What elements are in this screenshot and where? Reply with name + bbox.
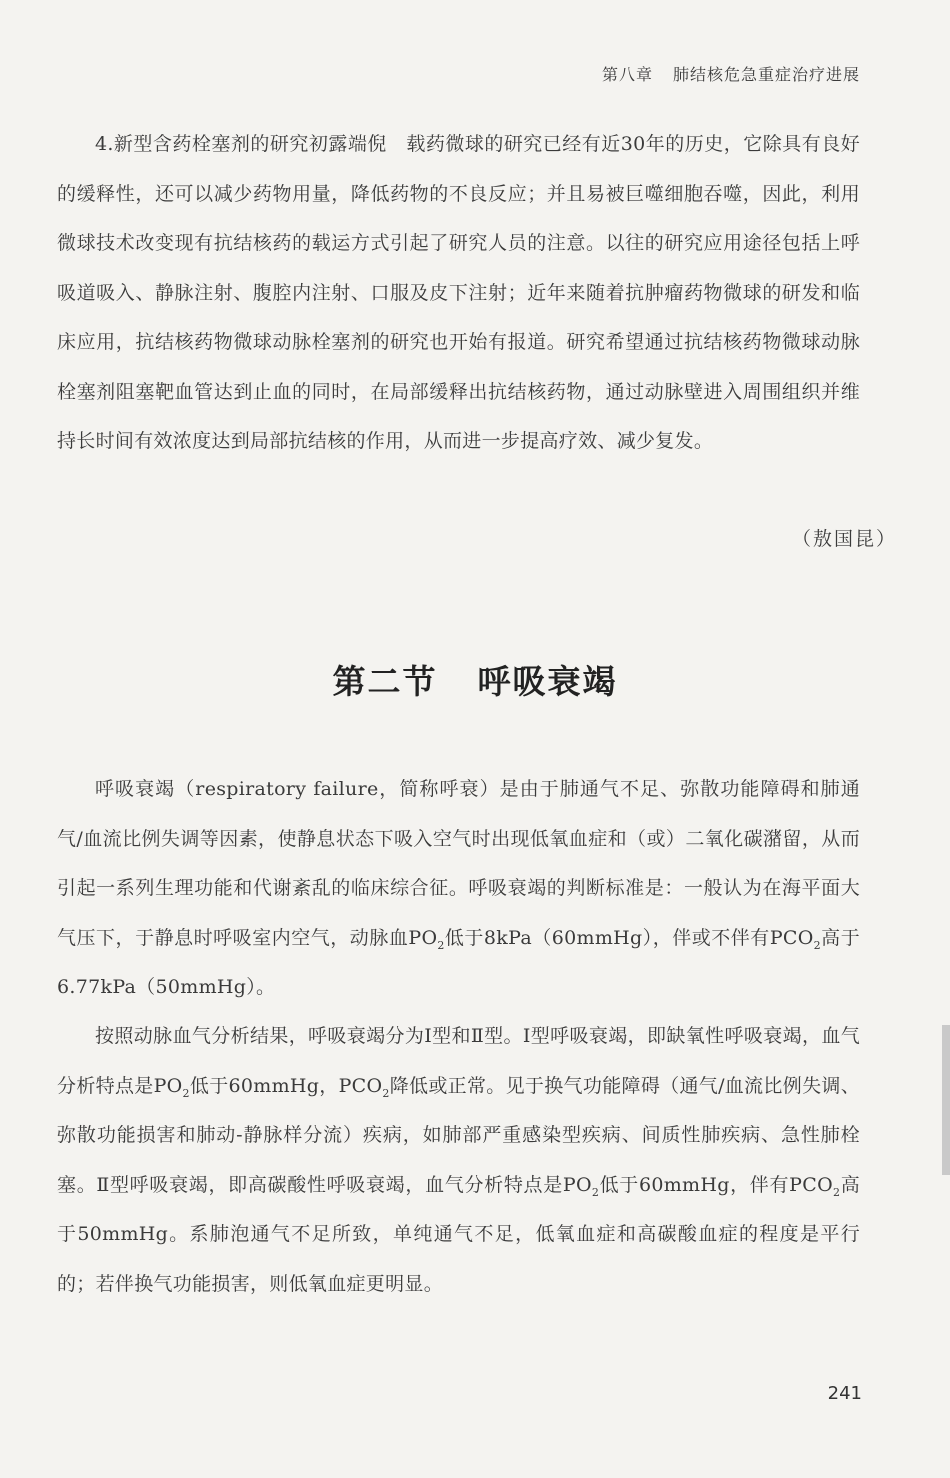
text-run: 降低或正常。见于换气功能障碍（通气/血流比例失调、弥散功能损害和肺动-静脉样分流）疾病，如肺部严重感染型疾病、间质性肺疾病、急性肺栓塞。Ⅱ型呼吸衰竭，即高碳酸性呼吸衰竭，血气分析特点是PO: [57, 1074, 860, 1196]
subscript: 2: [591, 1185, 600, 1199]
text-run: 低于60mmHg，伴有PCO: [599, 1173, 833, 1196]
paragraph-section-4: 4.新型含药栓塞剂的研究初露端倪 载药微球的研究已经有近30年的历史，它除具有良好的缓释性，还可以减少药物用量，降低药物的不良反应；并且易被巨噬细胞吞噬，因此，利用微球技术改变现有抗结核药的载运方式引起了研究人员的注意。以往的研究应用途径包括上呼吸道吸入、静脉注射、腹腔内注射、口服及皮下注射；近年来随着抗肿瘤药物微球的研发和临床应用，抗结核药物微球动脉栓塞剂的研究也开始有报道。研究希望通过抗结核药物微球动脉栓塞剂阻塞靶血管达到止血的同时，在局部缓释出抗结核药物，通过动脉壁进入周围组织并维持长时间有效浓度达到局部抗结核的作用，从而进一步提高疗效、减少复发。: [57, 133, 860, 452]
subscript: 2: [437, 938, 445, 952]
chapter-number: 第八章: [601, 65, 653, 84]
section-number: 第二节: [332, 662, 438, 701]
edge-thumb-tab: [942, 1025, 950, 1175]
subscript: 2: [813, 938, 821, 952]
subscript: 2: [382, 1086, 390, 1100]
text-run: 低于8kPa（60mmHg），伴或不伴有PCO: [444, 926, 814, 949]
chapter-title: 肺结核危急重症治疗进展: [672, 65, 860, 84]
paragraph-classification: [57, 1012, 860, 1309]
text-run: 呼吸衰竭（respiratory failure，简称呼衰）是由于肺通气不足、弥散功能障碍和肺通气/血流比例失调等因素，使静息状态下吸入空气时出现低氧血症和（或）二氧化碳潴留，从而引起一系列生理功能和代谢紊乱的临床综合征。呼吸衰竭的判断标准是：一般认为在海平面大气压下，于静息时呼吸室内空气，动脉血PO: [57, 778, 860, 949]
paragraph-definition: [57, 765, 860, 1013]
text-run: 高于6.77kPa（50mmHg）。: [57, 926, 860, 998]
subscript: 2: [832, 1185, 841, 1199]
text-run: 按照动脉血气分析结果，呼吸衰竭分为Ⅰ型和Ⅱ型。Ⅰ型呼吸衰竭，即缺氧性呼吸衰竭，血气分析特点是PO: [57, 1025, 860, 1097]
author-credit: （敖国昆）: [791, 528, 897, 550]
section-heading: [0, 656, 950, 703]
text-run: 低于60mmHg，PCO: [189, 1074, 383, 1097]
subscript: 2: [182, 1086, 190, 1100]
text-run: 高于50mmHg。系肺泡通气不足所致，单纯通气不足，低氧血症和高碳酸血症的程度是平行的；若伴换气功能损害，则低氧血症更明显。: [57, 1173, 860, 1295]
section-name: 呼吸衰竭: [477, 662, 618, 701]
page-number: 241: [827, 1383, 862, 1404]
running-header: [602, 62, 860, 85]
